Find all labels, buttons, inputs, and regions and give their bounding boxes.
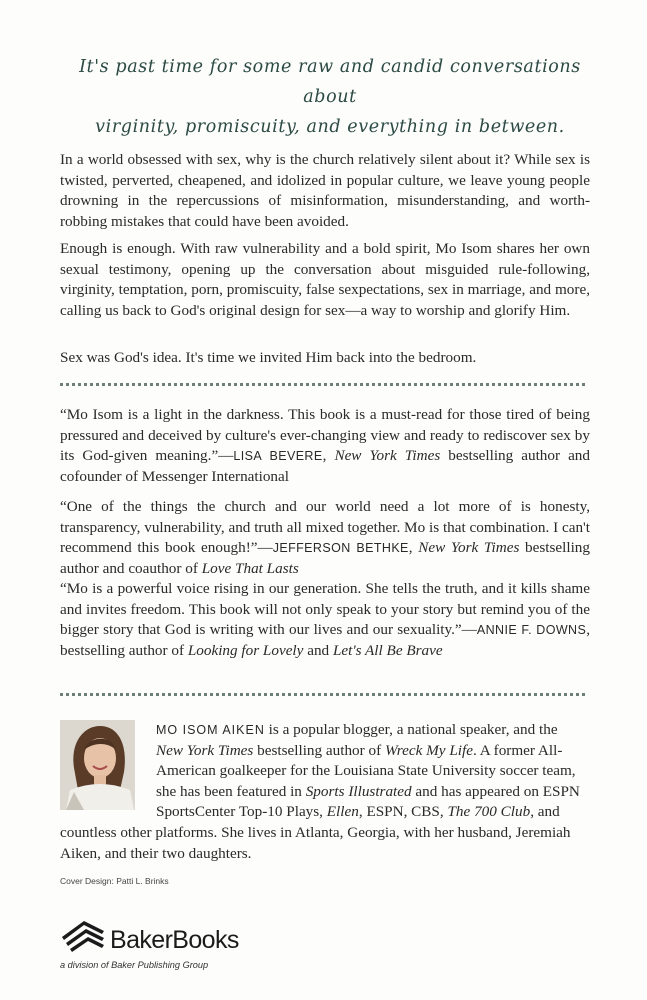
publication-name: New York Times	[334, 447, 441, 465]
bio-text: she has been featured in	[156, 782, 306, 800]
bakerbooks-logo-icon	[60, 917, 106, 955]
magazine-title: Sports Illustrated	[305, 782, 412, 800]
endorser-role: bestselling author and cofounder of Messenger International	[60, 447, 590, 485]
bio-text: , ESPN, CBS,	[358, 803, 448, 821]
book-title: Looking for Lovely	[187, 641, 304, 659]
endorser-name: JEFFERSON BETHKE	[272, 541, 409, 556]
bio-text: and has appeared on ESPN	[411, 782, 580, 800]
publisher-logo	[60, 917, 260, 977]
bio-text: countless other platforms. She lives in Atlanta, Georgia, with her husband, Jeremiah	[60, 823, 571, 841]
endorsement-quote: “Mo Isom is a light in the darkness. This book is a must-read for those tired of being pressured and deceived by culture's ever-changing view and ready to rediscover sex by its God-given meaning.”	[60, 406, 590, 465]
publication-name: New York Times	[156, 741, 254, 759]
bio-text: SportsCenter Top-10 Plays,	[156, 803, 327, 821]
bio-text: bestselling author of	[253, 741, 385, 759]
description-paragraph-2: Enough is enough. With raw vulnerability and a bold spirit, Mo Isom shares her own sexual testimony, opening up the conversation about misguided rule-following, virginity, temptation, porn, promiscuity, false sexpectations, sex in marriage, and more, calling us back to God's original design for sex—a way to worship and glorify Him.	[60, 240, 590, 319]
bio-text: , and	[530, 803, 560, 821]
description-paragraph-1: In a world obsessed with sex, why is the church relatively silent about it? While sex is twisted, perverted, cheapened, and idolized in popular culture, we leave young people drowning in the repercussions of misinformation, misunderstanding, and worth-robbing mistakes that could have been avoided.	[60, 151, 590, 230]
author-bio	[60, 720, 590, 864]
endorsement-dash: —	[218, 447, 234, 465]
bio-text: . A former All-	[472, 741, 563, 759]
endorsement-quote: “Mo is a powerful voice rising in our generation. She tells the truth, and it kills shame and invites freedom. This book will not only speak to your story but remind you of the bigger story that God is writing with our lives and our sexuality.”	[60, 580, 590, 639]
endorsement-1: “Mo Isom is a light in the darkness. This book is a must-read for those tired of being pressured and deceived by culture's ever-changing view and ready to rediscover sex by its God-given meaning.”—LISA BEVERE, New York Times bestselling author and cofounder of Messenger International	[60, 406, 590, 485]
endorser-role: , bestselling author of	[60, 621, 591, 659]
bio-text: Aiken, and their two daughters.	[60, 844, 252, 862]
bio-text: American goalkeeper for the Louisiana State University soccer team,	[156, 762, 576, 780]
tagline	[60, 52, 600, 142]
publication-name: New York Times	[418, 539, 520, 557]
endorser-name: ANNIE F. DOWNS	[476, 623, 587, 638]
endorser-name: LISA BEVERE	[233, 449, 323, 464]
endorsement-quote: “One of the things the church and our world need a lot more of is honesty, transparency, vulnerability, and truth all mixed together. Mo is that combination. I can't recommend this book enough!”	[60, 498, 590, 557]
endorsement-dash: —	[257, 539, 273, 557]
conjunction: and	[303, 641, 333, 659]
description-paragraph-3: Sex was God's idea. It's time we invited Him back into the bedroom.	[60, 349, 477, 366]
endorsement-3	[60, 579, 590, 661]
endorser-role: bestselling author and coauthor of	[60, 539, 590, 577]
show-title: Ellen	[326, 803, 359, 821]
show-title: The 700 Club	[447, 803, 531, 821]
publisher-tagline: a division of Baker Publishing Group	[60, 960, 209, 970]
book-title: Wreck My Life	[384, 741, 473, 759]
endorsement-dash: —	[461, 621, 477, 639]
author-name: MO ISOM AIKEN	[156, 723, 265, 737]
cover-design-credit: Cover Design: Patti L. Brinks	[60, 876, 169, 886]
publisher-name: BakerBooks	[110, 926, 239, 954]
book-title: Love That Lasts	[201, 559, 299, 577]
tagline-line-1: It's past time for some raw and candid conversations about	[79, 57, 581, 107]
bio-text: is a popular blogger, a national speaker, and the	[264, 721, 558, 738]
endorsement-2: “One of the things the church and our world need a lot more of is honesty, transparency, vulnerability, and truth all mixed together. Mo is that combination. I can't recommend this book enough!”—JEFFERSON BETHKE, New York Times bestselling author and coauthor of Love That Lasts	[60, 498, 590, 577]
tagline-line-2: virginity, promiscuity, and everything in between.	[95, 117, 565, 137]
dotted-divider	[60, 693, 585, 696]
dotted-divider	[60, 383, 585, 386]
book-title-2: Let's All Be Brave	[332, 641, 443, 659]
